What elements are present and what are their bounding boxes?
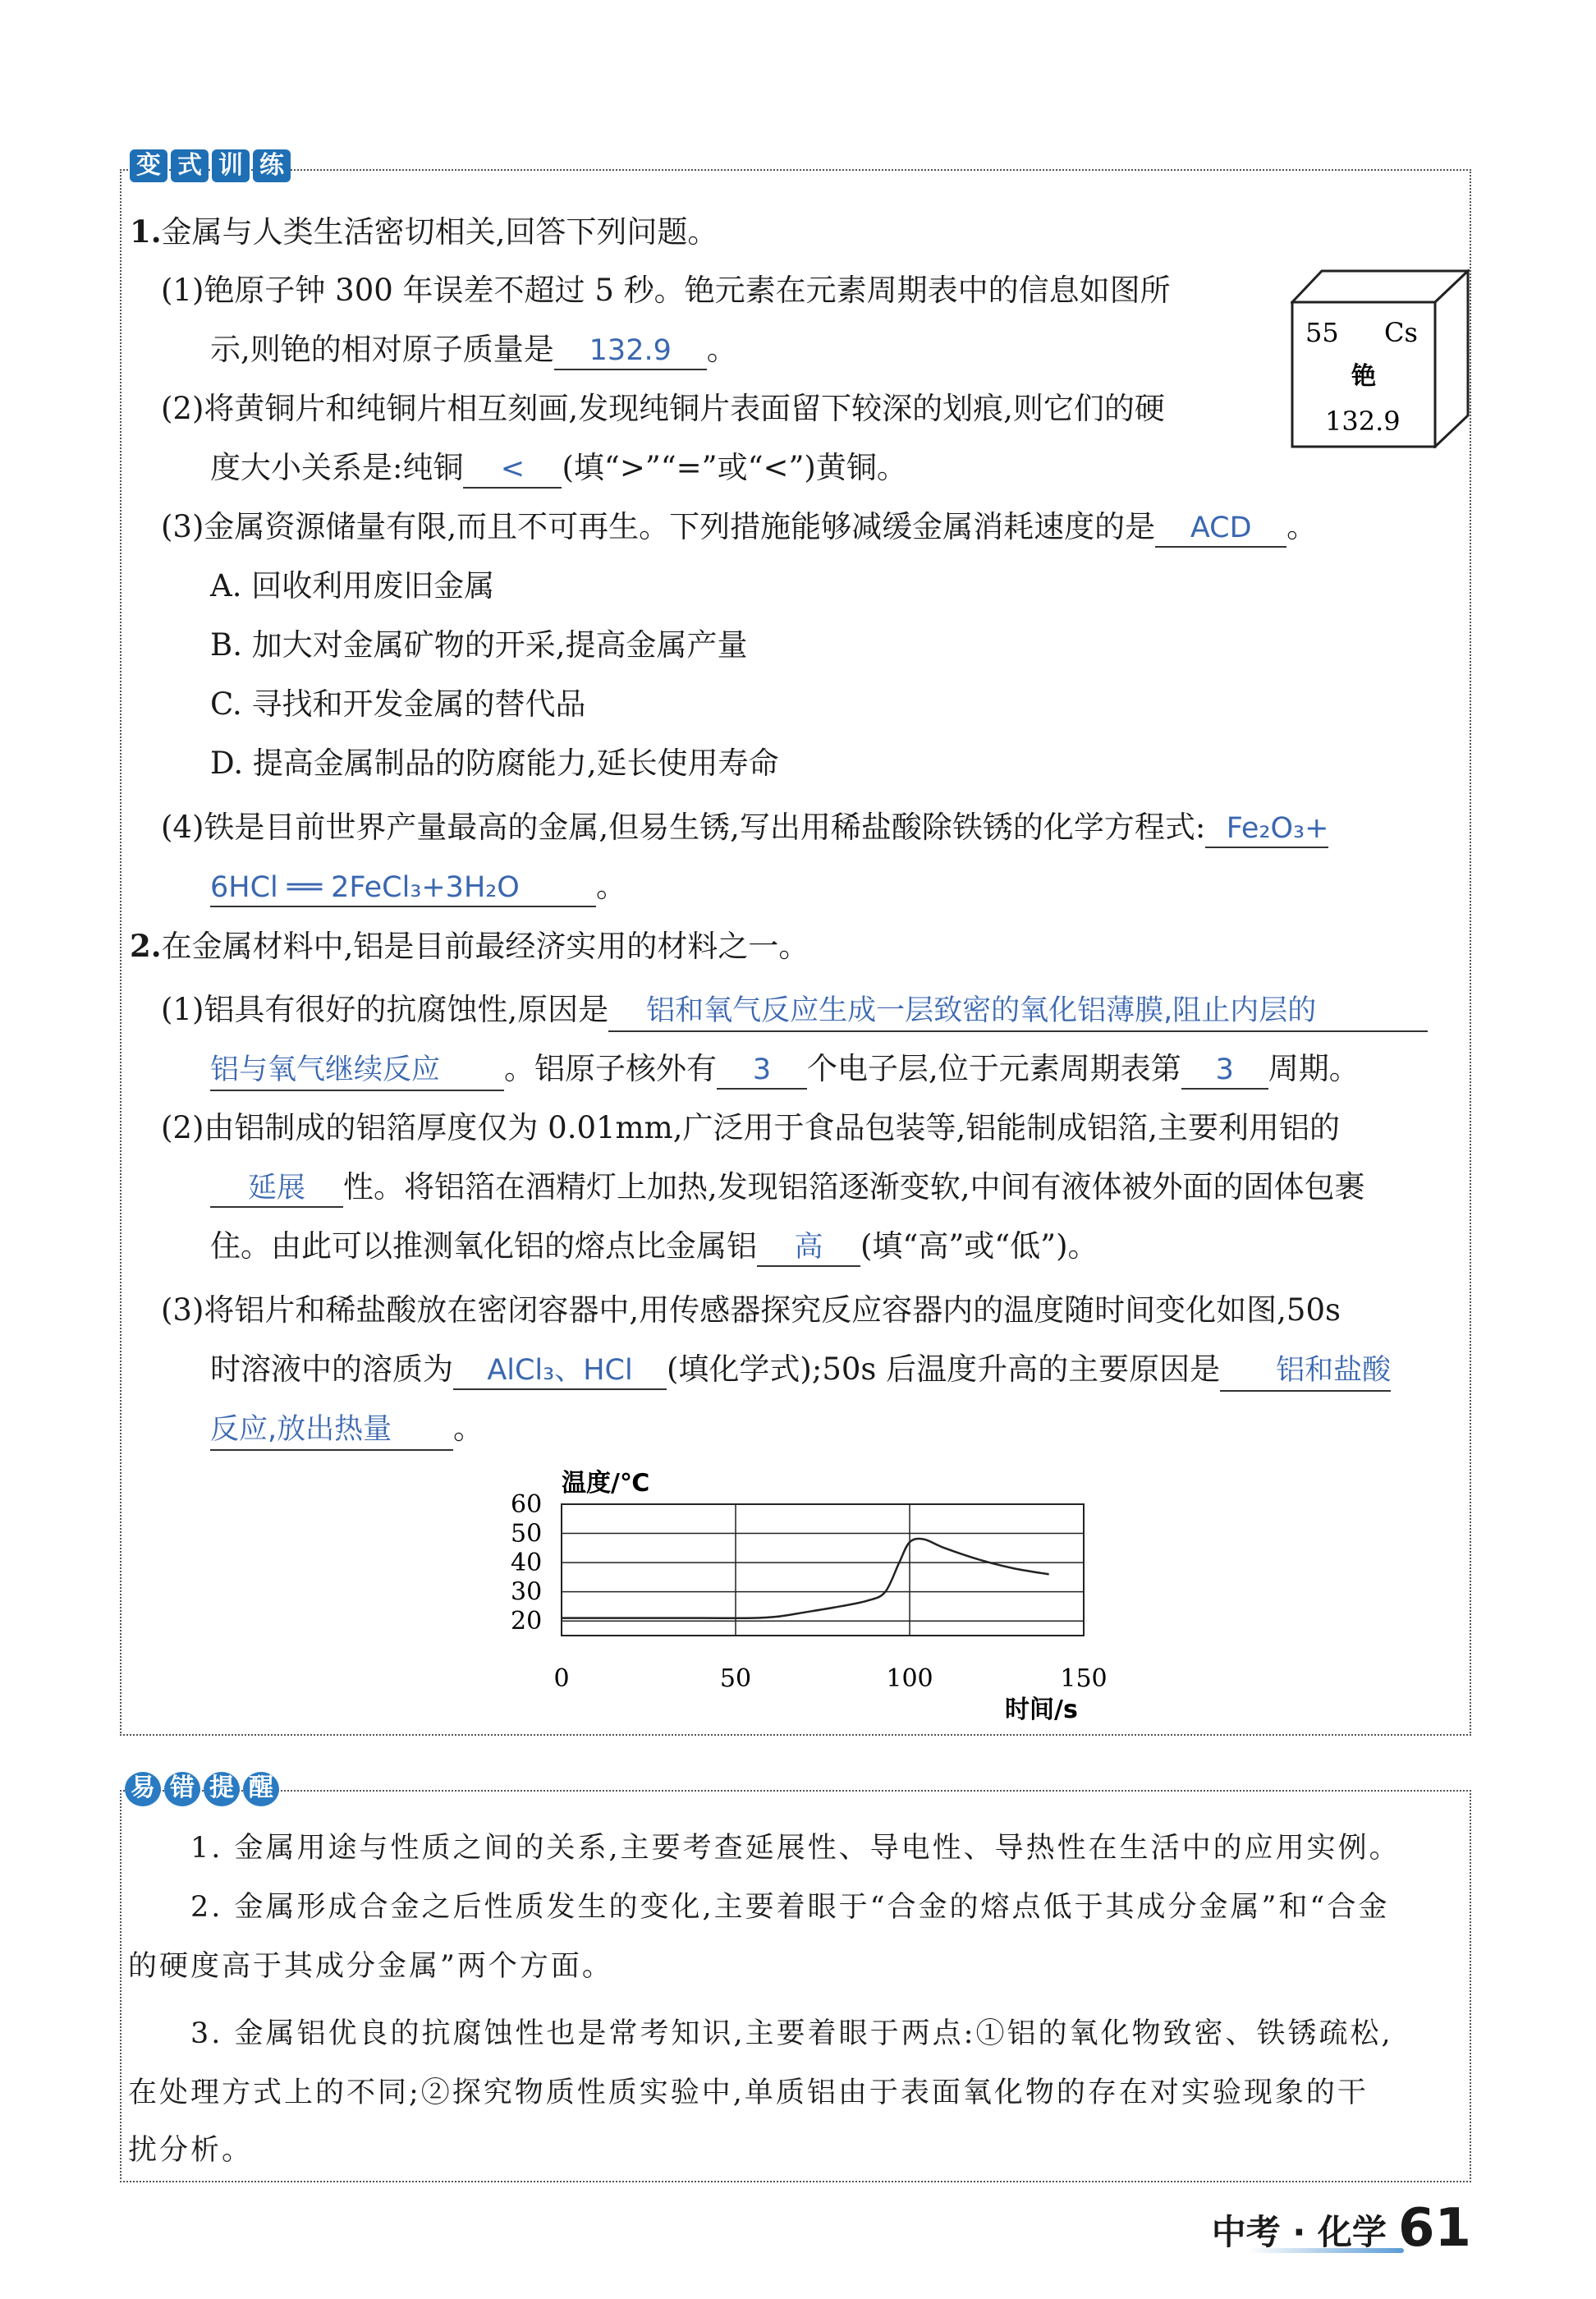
- q1-p2-line2: 度大小关系是:纯铜 < (填“>”“=”或“<”)黄铜。: [210, 448, 907, 489]
- q1-p1-line1: (1)铯原子钟 300 年误差不超过 5 秒。铯元素在元素周期表中的信息如图所: [161, 273, 1171, 308]
- q2-p3-line1: (3)将铝片和稀盐酸放在密闭容器中,用传感器探究反应容器内的温度随时间变化如图,50s: [161, 1292, 1341, 1328]
- q1-p1-line2: 示,则铯的相对原子质量是 132.9 。: [210, 330, 737, 370]
- y-tick-label: 60: [511, 1490, 543, 1519]
- q2-p2-line2: 延展 性。将铝箔在酒精灯上加热,发现铝箔逐渐变软,中间有液体被外面的固体包裹: [210, 1168, 1365, 1208]
- q1-p2-line1: (2)将黄铜片和纯铜片相互刻画,发现纯铜片表面留下较深的划痕,则它们的硬: [161, 391, 1165, 426]
- answer-blank: AlCl₃、HCl: [453, 1352, 667, 1390]
- x-axis-label: 时间/s: [1005, 1696, 1078, 1723]
- tip-3-line3: 扰分析。: [128, 2134, 254, 2167]
- answer-blank: 铝和盐酸: [1220, 1351, 1391, 1392]
- answer-blank: 高: [757, 1229, 860, 1267]
- element-card: [1291, 269, 1470, 448]
- x-tick-label: 50: [719, 1664, 752, 1693]
- q1-title: 1.金属与人类生活密切相关,回答下列问题。: [130, 213, 718, 250]
- q2-title: 2.在金属材料中,铝是目前最经济实用的材料之一。: [130, 928, 809, 964]
- q2-p2-line3: 住。由此可以推测氧化铝的熔点比金属铝 高 (填“高”或“低”)。: [210, 1227, 1098, 1267]
- x-tick-label: 150: [1060, 1664, 1108, 1693]
- q1-p3-line1: (3)金属资源储量有限,而且不可再生。下列措施能够减缓金属消耗速度的是 ACD 。: [161, 507, 1317, 548]
- tip-3-line1: 3. 金属铝优良的抗腐蚀性也是常考知识,主要着眼于两点:①铝的氧化物致密、铁锈疏松,: [190, 2017, 1393, 2050]
- y-tick-label: 50: [511, 1519, 543, 1549]
- q1-p4-line1: (4)铁是目前世界产量最高的金属,但易生锈,写出用稀盐酸除铁锈的化学方程式: Fe₂O₃+: [161, 808, 1328, 848]
- answer-blank: 铝和氧气反应生成一层致密的氧化铝薄膜,阻止内层的: [608, 991, 1428, 1032]
- q2-p1-line1: (1)铝具有很好的抗腐蚀性,原因是 铝和氧气反应生成一层致密的氧化铝薄膜,阻止内层的: [161, 990, 1428, 1032]
- q2-p3-line2: 时溶液中的溶质为 AlCl₃、HCl (填化学式);50s 后温度升高的主要原因是 铝和盐酸: [210, 1350, 1391, 1392]
- answer-blank: 132.9: [554, 333, 707, 370]
- series-line: [562, 1539, 1049, 1618]
- tag-char: 易: [125, 1772, 161, 1806]
- option-a: A. 回收利用废旧金属: [210, 568, 495, 603]
- tag-char: 变: [130, 149, 167, 182]
- tip-2-line1: 2. 金属形成合金之后性质发生的变化,主要着眼于“合金的熔点低于其成分金属”和“合金: [190, 1891, 1390, 1924]
- tag-char: 错: [164, 1772, 200, 1806]
- q2-p3-line3: 反应,放出热量 。: [210, 1409, 484, 1451]
- answer-blank: 延展: [210, 1170, 343, 1208]
- x-tick-label: 0: [553, 1664, 570, 1693]
- option-c: C. 寻找和开发金属的替代品: [210, 686, 586, 722]
- element-symbol: Cs: [1384, 317, 1418, 348]
- tag-char: 提: [204, 1772, 240, 1806]
- element-mass: 132.9: [1325, 406, 1401, 437]
- answer-blank: 反应,放出热量: [210, 1410, 453, 1451]
- tips-tag: [125, 1772, 279, 1806]
- tag-char: 醒: [243, 1772, 279, 1806]
- option-b: B. 加大对金属矿物的开采,提高金属产量: [210, 627, 748, 663]
- tip-2-line2: 的硬度高于其成分金属”两个方面。: [128, 1950, 613, 1983]
- tag-char: 练: [253, 149, 291, 182]
- y-tick-label: 40: [511, 1549, 543, 1578]
- answer-blank: 6HCl ══ 2FeCl₃+3H₂O: [210, 870, 596, 907]
- answer-blank: 3: [1181, 1052, 1268, 1090]
- option-d: D. 提高金属制品的防腐能力,延长使用寿命: [210, 746, 779, 781]
- y-tick-label: 30: [511, 1577, 543, 1607]
- answer-blank: ACD: [1155, 510, 1286, 548]
- q2-p2-line1: (2)由铝制成的铝箔厚度仅为 0.01mm,广泛用于食品包装等,铝能制成铝箔,主要利用铝的: [161, 1110, 1341, 1145]
- q1-p4-line2: 6HCl ══ 2FeCl₃+3H₂O 。: [210, 867, 626, 907]
- y-axis-label: 温度/℃: [562, 1469, 650, 1498]
- q2-p1-line2: 铝与氧气继续反应 。铝原子核外有 3 个电子层,位于元素周期表第 3 周期。: [210, 1049, 1360, 1091]
- tip-3-line2: 在处理方式上的不同;②探究物质性质实验中,单质铝由于表面氧化物的存在对实验现象的干: [128, 2076, 1369, 2109]
- chart-grid: [562, 1504, 1084, 1636]
- x-tick-label: 100: [886, 1664, 933, 1693]
- element-name: 铯: [1351, 362, 1376, 391]
- answer-blank: Fe₂O₃+: [1205, 810, 1328, 848]
- answer-blank: 铝与氧气继续反应: [210, 1050, 504, 1091]
- page-footer: [1211, 2198, 1471, 2259]
- tag-char: 训: [212, 149, 250, 182]
- practice-tag: [130, 149, 291, 182]
- page-number: 61: [1397, 2198, 1471, 2259]
- tag-char: 式: [171, 149, 209, 182]
- y-tick-label: 20: [511, 1607, 543, 1636]
- footer-subject: 中考 · 化学: [1211, 2212, 1387, 2252]
- plot-border: [562, 1504, 1084, 1636]
- temperature-chart: [509, 1466, 1133, 1723]
- tip-1: 1. 金属用途与性质之间的关系,主要考查延展性、导电性、导热性在生活中的应用实例。: [190, 1832, 1401, 1865]
- answer-blank: <: [463, 451, 562, 489]
- answer-blank: 3: [717, 1052, 807, 1090]
- element-number: 55: [1305, 317, 1339, 348]
